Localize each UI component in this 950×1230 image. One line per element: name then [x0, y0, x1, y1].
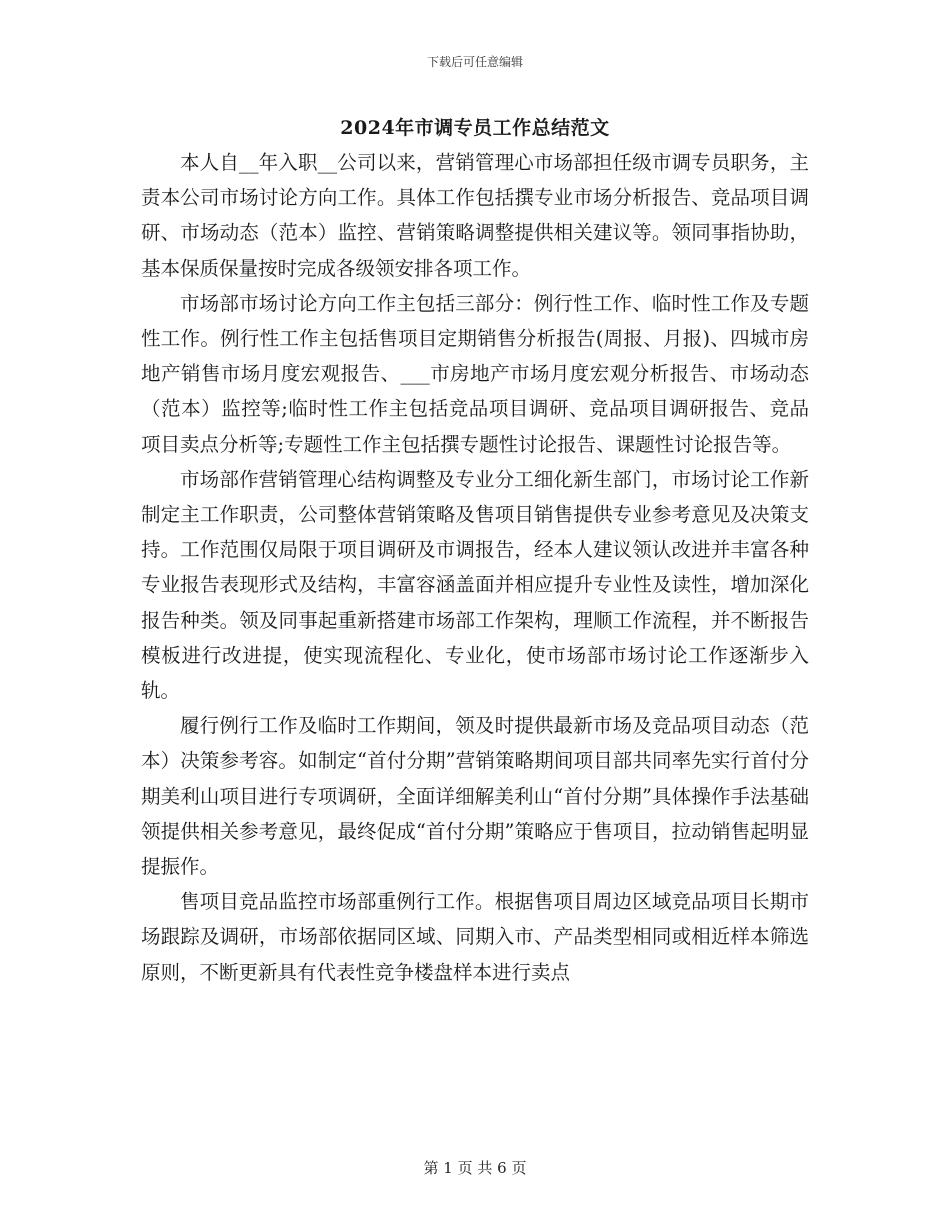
document-title: 2024年市调专员工作总结范文 — [340, 117, 610, 139]
document-body — [141, 145, 809, 990]
paragraph-3: 市场部作营销管理心结构调整及专业分工细化新生部门，市场讨论工作新制定主工作职责，公司整体营销策略及售项目销售提供专业参考意见及决策支持。工作范围仅局限于项目调研及市调报告，经本人建议领认改进并丰富各种专业报告表现形式及结构，丰富容涵盖面并相应提升专业性及读性，增加深化报告种类。领及同事起重新搭建市场部工作架构，理顺工作流程，并不断报告模板进行改进提，使实现流程化、专业化，使市场部市场讨论工作逐渐步入轨。 — [141, 467, 809, 703]
paragraph-4: 履行例行工作及临时工作期间，领及时提供最新市场及竞品项目动态（范本）决策参考容。如制定“首付分期”营销策略期间项目部共同率先实行首付分期美利山项目进行专项调研，全面详细解美利山“首付分期”具体操作手法基础领提供相关参考意见，最终促成“首付分期”策略应于售项目，拉动销售起明显提振作。 — [141, 714, 809, 879]
page-indicator: 第 1 页 共 6 页 — [423, 1159, 527, 1177]
paragraph-1: 本人自__年入职__公司以来，营销管理心市场部担任级市调专员职务，主责本公司市场讨论方向工作。具体工作包括撰专业市场分析报告、竞品项目调研、市场动态（范本）监控、营销策略调整提供相关建议等。领同事指协助，基本保质保量按时完成各级领安排各项工作。 — [141, 151, 809, 280]
paragraph-2: 市场部市场讨论方向工作主包括三部分：例行性工作、临时性工作及专题性工作。例行性工作主包括售项目定期销售分析报告(周报、月报)、四城市房地产销售市场月度宏观报告、___市房地产市场月度宏观分析报告、市场动态（范本）监控等;临时性工作主包括竞品项目调研、竞品项目调研报告、竞品项目卖点分析等;专题性工作主包括撰专题性讨论报告、课题性讨论报告等。 — [141, 291, 809, 456]
header-note: 下载后可任意编辑 — [426, 55, 523, 69]
paragraph-5: 售项目竞品监控市场部重例行工作。根据售项目周边区域竞品项目长期市场跟踪及调研，市场部依据同区域、同期入市、产品类型相同或相近样本筛选原则，不断更新具有代表性竞争楼盘样本进行卖点 — [141, 890, 809, 984]
